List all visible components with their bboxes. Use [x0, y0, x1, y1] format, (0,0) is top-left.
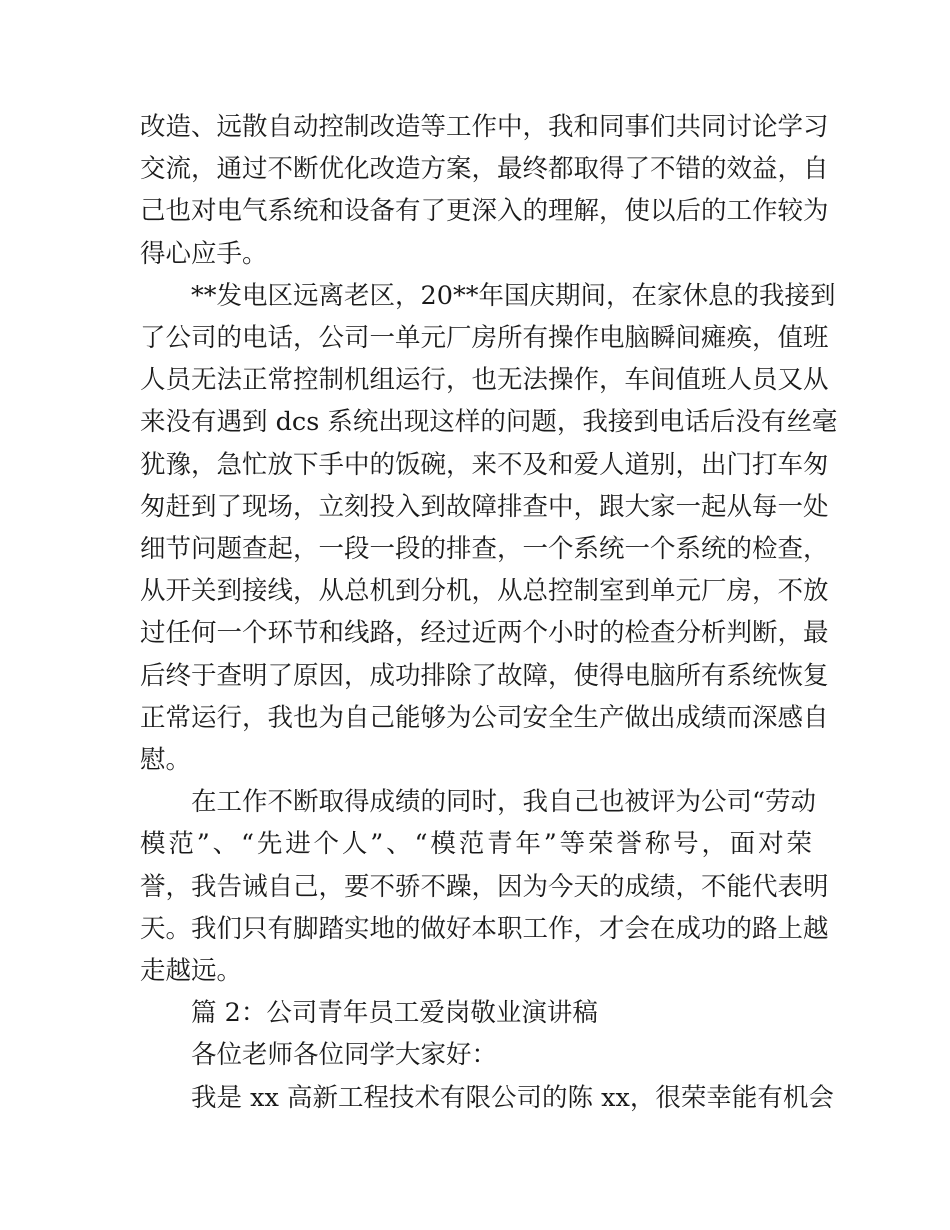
- paragraph-p4: [140, 992, 812, 1034]
- text-line: 过任何一个环节和线路，经过近两个小时的检查分析判断，最: [140, 618, 829, 649]
- text-line: 在工作不断取得成绩的同时，我自己也被评为公司“劳动: [191, 787, 817, 818]
- text-line: 来没有遇到 dcs 系统出现这样的问题，我接到电话后没有丝毫: [140, 407, 838, 438]
- document-body: [140, 106, 838, 1119]
- text-line: 后终于查明了原因，成功排除了故障，使得电脑所有系统恢复: [140, 660, 829, 691]
- text-line: 我是 xx 高新工程技术有限公司的陈 xx，很荣幸能有机会: [191, 1082, 834, 1113]
- paragraph-p5: [140, 1034, 812, 1076]
- text-line: 天。我们只有脚踏实地的做好本职工作，才会在成功的路上越: [140, 913, 829, 944]
- text-line: 改造、远散自动控制改造等工作中，我和同事们共同讨论学习: [140, 112, 829, 142]
- paragraph-p2: [140, 275, 838, 781]
- text-line: 慰。: [140, 745, 192, 776]
- paragraph-p1: [140, 106, 829, 275]
- text-line: 己也对电气系统和设备有了更深入的理解，使以后的工作较为: [140, 196, 829, 227]
- text-line: 人员无法正常控制机组运行，也无法操作，车间值班人员又从: [140, 365, 829, 396]
- paragraph-p6: [140, 1077, 834, 1119]
- text-line: 匆赶到了现场，立刻投入到故障排查中，跟大家一起从每一处: [140, 491, 829, 522]
- text-line: 各位老师各位同学大家好：: [191, 1040, 498, 1071]
- text-line: 正常运行，我也为自己能够为公司安全生产做出成绩而深感自: [140, 702, 829, 733]
- text-line: 篇 2：公司青年员工爱岗敬业演讲稿: [191, 998, 598, 1029]
- text-line: **发电区远离老区，20**年国庆期间，在家休息的我接到: [191, 280, 836, 311]
- paragraph-p3: [140, 781, 829, 992]
- text-line: 走越远。: [140, 956, 243, 987]
- text-line: 模范”、“先进个人”、“模范青年”等荣誉称号，面对荣: [140, 829, 812, 860]
- text-line: 从开关到接线，从总机到分机，从总控制室到单元厂房，不放: [140, 576, 829, 607]
- text-line: 犹豫，急忙放下手中的饭碗，来不及和爱人道别，出门打车匆: [140, 449, 829, 480]
- text-line: 了公司的电话，公司一单元厂房所有操作电脑瞬间瘫痪，值班: [140, 323, 829, 354]
- text-line: 细节问题查起，一段一段的排查，一个系统一个系统的检查，: [140, 534, 829, 565]
- text-line: 誉，我告诫自己，要不骄不躁，因为今天的成绩，不能代表明: [140, 871, 829, 902]
- text-line: 得心应手。: [140, 238, 268, 269]
- text-line: 交流，通过不断优化改造方案，最终都取得了不错的效益，自: [140, 154, 829, 185]
